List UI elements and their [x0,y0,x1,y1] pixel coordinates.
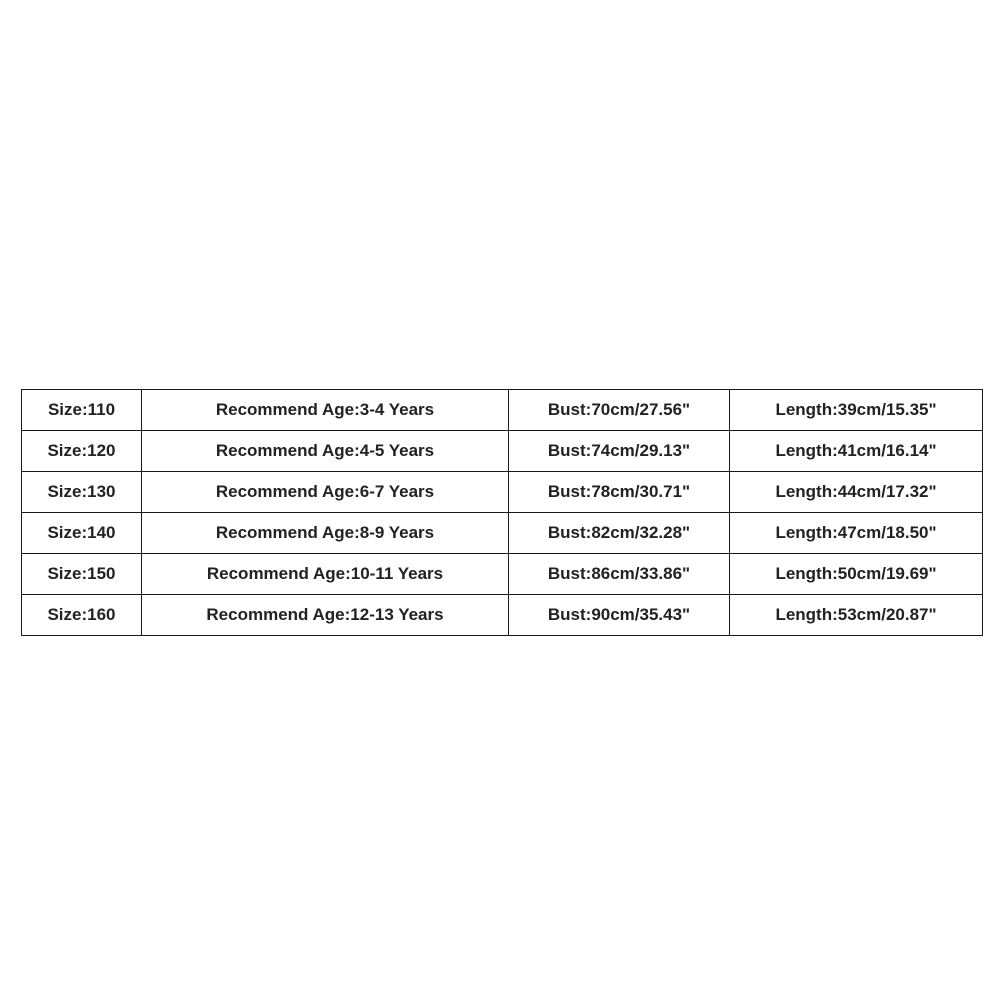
bust-cell: Bust:86cm/33.86" [509,554,730,595]
table-row [22,431,983,472]
size-chart-table [21,389,983,636]
length-cell: Length:53cm/20.87" [730,595,983,636]
size-cell: Size:130 [22,472,142,513]
bust-cell: Bust:70cm/27.56" [509,390,730,431]
table-row [22,513,983,554]
age-cell: Recommend Age:8-9 Years [142,513,509,554]
size-cell: Size:140 [22,513,142,554]
length-cell: Length:50cm/19.69" [730,554,983,595]
age-cell: Recommend Age:10-11 Years [142,554,509,595]
age-cell: Recommend Age:4-5 Years [142,431,509,472]
table-row [22,390,983,431]
table-row [22,554,983,595]
bust-cell: Bust:78cm/30.71" [509,472,730,513]
age-cell: Recommend Age:12-13 Years [142,595,509,636]
length-cell: Length:44cm/17.32" [730,472,983,513]
age-cell: Recommend Age:3-4 Years [142,390,509,431]
length-cell: Length:47cm/18.50" [730,513,983,554]
bust-cell: Bust:90cm/35.43" [509,595,730,636]
table-row [22,472,983,513]
size-cell: Size:120 [22,431,142,472]
table-row [22,595,983,636]
bust-cell: Bust:74cm/29.13" [509,431,730,472]
age-cell: Recommend Age:6-7 Years [142,472,509,513]
size-cell: Size:110 [22,390,142,431]
size-cell: Size:160 [22,595,142,636]
size-cell: Size:150 [22,554,142,595]
bust-cell: Bust:82cm/32.28" [509,513,730,554]
length-cell: Length:39cm/15.35" [730,390,983,431]
length-cell: Length:41cm/16.14" [730,431,983,472]
